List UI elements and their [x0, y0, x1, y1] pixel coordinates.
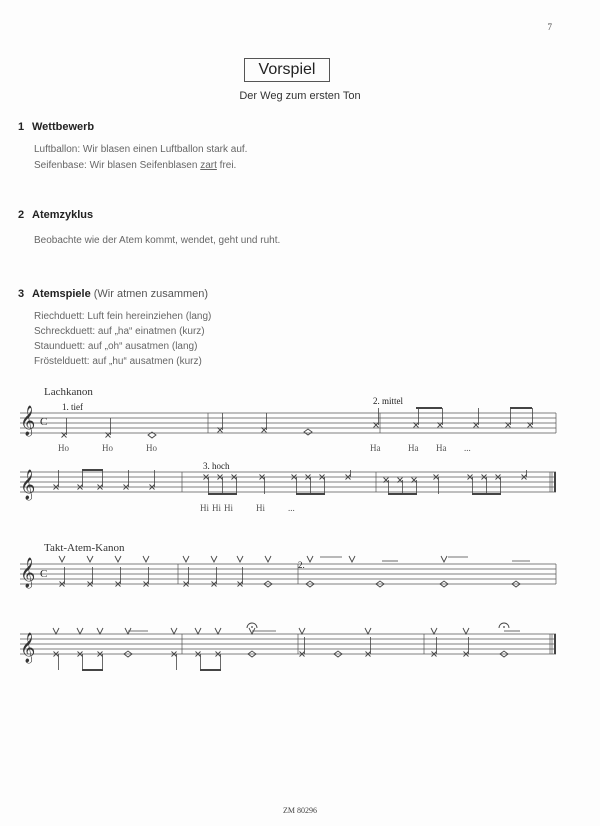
page-subtitle: Der Weg zum ersten Ton [239, 90, 361, 102]
section-number: 1 [18, 121, 25, 133]
breath-mark [365, 628, 371, 634]
lyric: Ha [436, 443, 447, 453]
underlined-word: zart [200, 160, 217, 171]
breath-mark [143, 556, 149, 562]
fermata-dot [503, 626, 505, 628]
body-text: Schreckduett: auf „ha“ einatmen (kurz) [34, 326, 205, 337]
lyric: Ho [146, 443, 157, 453]
staff-system-4 [20, 634, 556, 654]
breath-mark [171, 628, 177, 634]
section-title: Atemspiele [32, 288, 91, 300]
lyric: Hi [224, 503, 233, 513]
breath-mark [211, 556, 217, 562]
lachkanon-title: Lachkanon [44, 386, 93, 398]
lyric: Hi [212, 503, 221, 513]
time-signature: C [40, 416, 48, 428]
section-title: Atemzyklus [32, 209, 94, 221]
entry-marker-2: 2. [298, 560, 305, 570]
note-beam [416, 407, 442, 409]
body-text: Riechduett: Luft fein hereinziehen (lang) [34, 311, 212, 322]
lyric: Hi [256, 503, 265, 513]
staff-system-2 [20, 472, 556, 492]
takt-atem-kanon-title: Takt-Atem-Kanon [44, 542, 125, 554]
breath-mark [307, 556, 313, 562]
lyric: Ha [408, 443, 419, 453]
staff-system-3 [20, 564, 556, 584]
breath-mark [215, 628, 221, 634]
note-beam [82, 669, 103, 671]
lyric: ... [288, 503, 295, 513]
section-number: 3 [18, 288, 25, 300]
entry-marker-2: 2. mittel [373, 396, 403, 406]
entry-marker-3: 3. hoch [203, 461, 230, 471]
note-beam [82, 469, 103, 471]
treble-clef-icon: 𝄞 [20, 633, 36, 662]
fermata-dot [251, 626, 253, 628]
section-number: 2 [18, 209, 25, 221]
note-beam [510, 407, 532, 409]
breath-mark [237, 556, 243, 562]
breath-mark [87, 556, 93, 562]
entry-marker-1: 1. tief [62, 402, 83, 412]
breath-mark [77, 628, 83, 634]
final-bar [554, 472, 556, 492]
lyric: Ho [58, 443, 69, 453]
lyric: ... [464, 443, 471, 453]
time-signature: C [40, 568, 48, 580]
section-title: Wettbewerb [32, 121, 95, 133]
treble-clef-icon: 𝄞 [20, 470, 36, 499]
catalog-number: ZM 80296 [283, 806, 317, 815]
breath-mark [265, 556, 271, 562]
breath-mark [97, 628, 103, 634]
lyric: Ho [102, 443, 113, 453]
final-bar [554, 634, 556, 654]
staff-system-1 [20, 413, 556, 433]
note-beam [296, 493, 325, 495]
section-note: (Wir atmen zusammen) [90, 288, 209, 300]
body-text: Luftballon: Wir blasen einen Luftballon stark auf. [34, 144, 248, 155]
diamond-notehead [304, 429, 312, 435]
page-number: 7 [547, 22, 552, 32]
breath-mark [183, 556, 189, 562]
breath-mark [441, 556, 447, 562]
breath-mark [463, 628, 469, 634]
note-beam [208, 493, 237, 495]
body-text: Staunduett: auf „oh“ ausatmen (lang) [34, 341, 198, 352]
body-text: Beobachte wie der Atem kommt, wendet, geht und ruht. [34, 235, 281, 246]
note-beam [200, 669, 221, 671]
note-beam [388, 493, 417, 495]
page-title: Vorspiel [244, 58, 330, 82]
lyric: Hi [200, 503, 209, 513]
text-run: frei. [216, 160, 237, 171]
breath-mark [115, 556, 121, 562]
breath-mark [59, 556, 65, 562]
text-run: Seifenbase: Wir blasen Seifenblasen [34, 160, 201, 171]
breath-mark [195, 628, 201, 634]
breath-mark [431, 628, 437, 634]
breath-mark [53, 628, 59, 634]
note-beam [472, 493, 501, 495]
treble-clef-icon: 𝄞 [20, 406, 36, 435]
lyric: Ha [370, 443, 381, 453]
body-text: Fröstelduett: auf „hu“ ausatmen (kurz) [34, 356, 202, 367]
breath-mark [349, 556, 355, 562]
treble-clef-icon: 𝄞 [20, 558, 36, 587]
notes-layer [53, 407, 533, 671]
breath-mark [299, 628, 305, 634]
